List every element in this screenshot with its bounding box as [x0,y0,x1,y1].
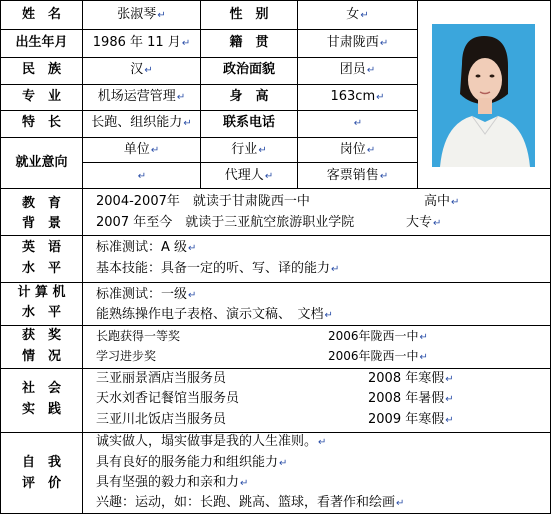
self-eval-line-2: 具有良好的服务能力和组织能力↵ [96,455,288,470]
label-education-1: 教 育 [21,196,61,211]
label-job-intent: 就业意向 [15,155,68,170]
label-education-2: 背 景 [21,216,61,231]
value-gender: 女↵ [346,7,369,22]
social-place-2: 天水刘香记餐馆当服务员 [96,391,240,406]
value-height: 163cm↵ [330,89,385,104]
self-eval-line-4: 兴趣：运动，如：长跑、跳高、篮球，看著作和绘画↵ [96,495,405,510]
job-header-unit: 单位↵ [123,142,160,157]
job-value-industry: 代理人↵ [224,168,274,183]
label-phone: 联系电话 [222,115,275,130]
award-name-1: 长跑获得一等奖 [96,329,181,343]
education-line-2: 2007 年至今 就读于三亚航空旅游职业学院 [96,215,355,230]
value-name: 张淑琴↵ [117,7,166,22]
label-computer-2: 水 平 [21,305,61,320]
value-native-place: 甘肃陇西↵ [326,35,389,50]
award-when-1: 2006年陇西一中↵ [328,329,428,343]
value-specialty: 长跑、组织能力↵ [91,115,192,130]
education-level-1: 高中↵ [424,194,460,209]
self-eval-line-1: 诚实做人，塌实做事是我的人生准则。↵ [96,434,327,449]
portrait-photo [432,24,535,167]
label-social-2: 实 践 [21,402,61,417]
label-name: 姓 名 [21,7,61,22]
award-name-2: 学习进步奖 [96,349,157,363]
education-level-2: 大专↵ [406,215,442,230]
grid-line [417,0,418,189]
grid-line [0,57,417,58]
label-computer-1: 计 算 机 [17,285,66,300]
english-line-1: 标准测试：A 级↵ [96,240,197,255]
label-major: 专 业 [21,89,61,104]
job-header-position: 岗位↵ [339,142,376,157]
grid-line [0,84,417,85]
grid-line [82,162,417,163]
award-when-2: 2006年陇西一中↵ [328,349,428,363]
value-ethnicity: 汉↵ [130,62,153,77]
social-when-1: 2008 年寒假↵ [368,371,454,386]
label-political: 政治面貌 [222,62,275,77]
label-english-1: 英 语 [21,240,61,255]
job-header-industry: 行业↵ [231,142,267,157]
label-social-1: 社 会 [21,381,61,396]
portrait-image [432,24,535,167]
grid-line [0,110,417,111]
social-place-3: 三亚川北饭店当服务员 [96,412,227,427]
label-ethnicity: 民 族 [21,62,61,77]
grid-line [0,29,417,30]
grid-line [0,137,417,138]
english-line-2: 基本技能：具备一定的听、写、译的能力↵ [96,261,340,276]
social-when-3: 2009 年寒假↵ [368,412,454,427]
label-gender: 性 别 [229,7,269,22]
label-self-2: 评 价 [21,476,61,491]
value-birth: 1986 年 11 月↵ [92,35,191,50]
label-native-place: 籍 贯 [229,35,269,50]
label-specialty: 特 长 [21,115,61,130]
label-birth: 出生年月 [15,35,68,50]
self-eval-line-3: 具有坚强的毅力和亲和力↵ [96,475,249,490]
social-place-1: 三亚丽景酒店当服务员 [96,371,227,386]
education-line-1: 2004-2007年 就读于甘肃陇西一中 [96,194,310,209]
value-major: 机场运营管理↵ [97,89,186,104]
label-self-1: 自 我 [21,455,61,470]
computer-line-2: 能熟练操作电子表格、演示文稿、 文档↵ [96,307,333,322]
label-awards-1: 获 奖 [21,328,61,343]
job-value-unit: ↵ [137,171,147,182]
computer-line-1: 标准测试：一级↵ [96,287,197,302]
label-english-2: 水 平 [21,261,61,276]
label-height: 身 高 [229,89,269,104]
label-awards-2: 情 况 [21,349,61,364]
job-value-position: 客票销售↵ [326,168,389,183]
value-phone: ↵ [353,118,363,129]
social-when-2: 2008 年暑假↵ [368,391,454,406]
value-political: 团员↵ [339,62,376,77]
